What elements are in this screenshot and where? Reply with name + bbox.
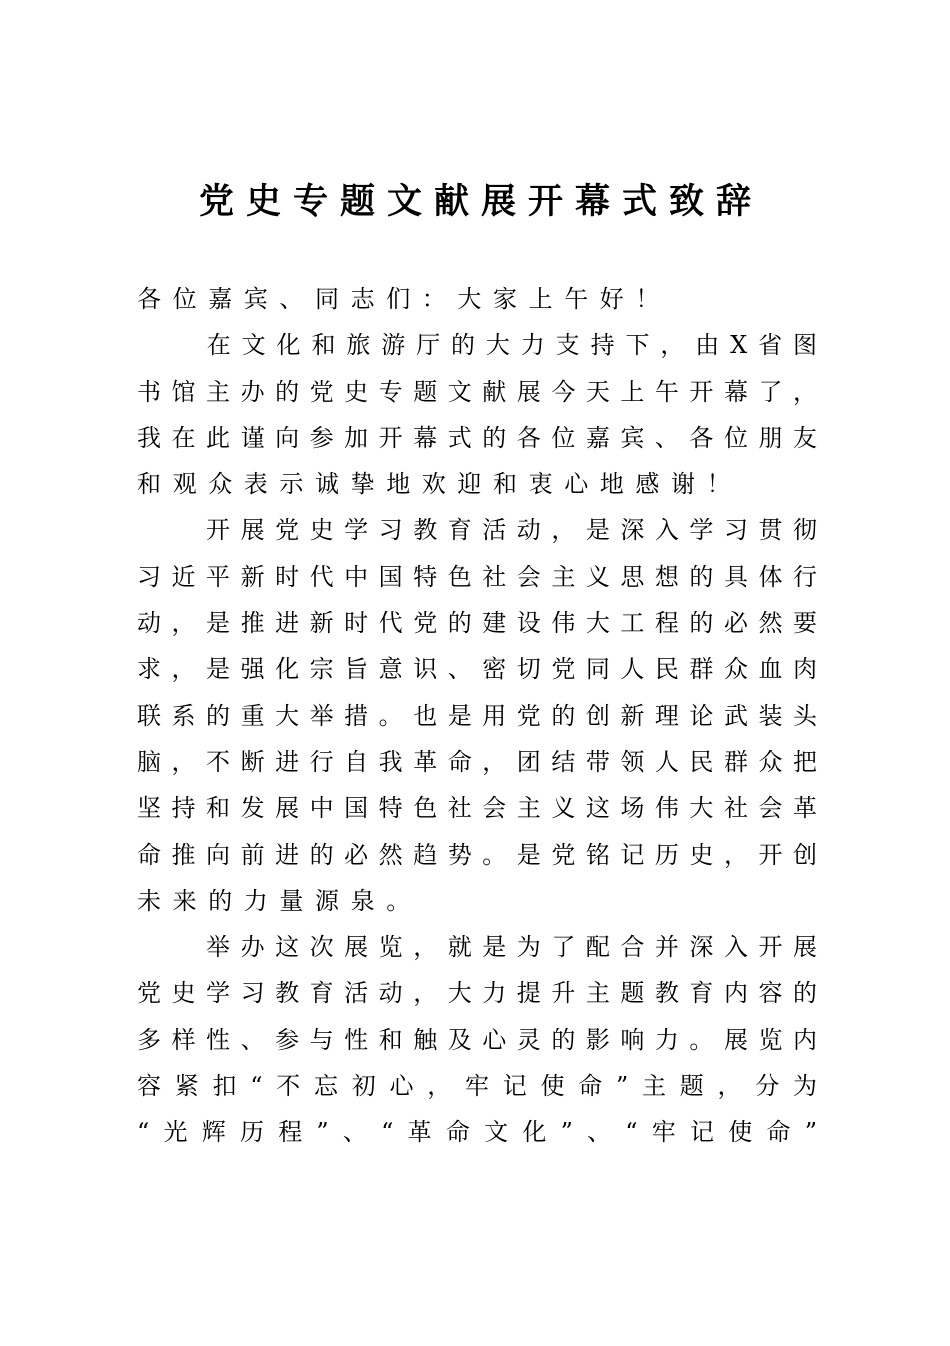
body-line: 我​在​此​谨​向​参​加​开​幕​式​的​各​位​嘉​宾​、​各​位​朋​友	[137, 423, 817, 452]
body-line: ​ ​举​办​这​次​展​览​，​就​是​为​了​配​合​并​深​入​开​展	[137, 933, 817, 962]
body-line: 习​近​平​新​时​代​中​国​特​色​社​会​主​义​思​想​的​具​体​行	[137, 562, 817, 591]
body-line: 求​，​是​强​化​宗​旨​意​识​、​密​切​党​同​人​民​群​众​血​肉	[137, 655, 817, 684]
body-line: 命​推​向​前​进​的​必​然​趋​势​。​是​党​铭​记​历​史​，​开​创	[137, 840, 817, 869]
body-line: 党​史​学​习​教​育​活​动​，​大​力​提​升​主​题​教​育​内​容​的	[137, 979, 817, 1008]
body-line: 书​馆​主​办​的​党​史​专​题​文​献​展​今​天​上​午​开​幕​了​，	[137, 377, 817, 406]
body-line: 容​紧​扣​“​不​忘​初​心​，​牢​记​使​命​”​主​题​，​分​为	[137, 1072, 817, 1101]
body-line: 多​样​性​、​参​与​性​和​触​及​心​灵​的​影​响​力​。​展​览​内	[137, 1025, 817, 1054]
body-line: 和观众表示诚挚地欢迎和衷心地感谢！	[137, 470, 743, 499]
document-body	[137, 276, 817, 1156]
document-title: 党史专题文献展开幕式致辞	[198, 181, 763, 222]
body-line: “​光​辉​历​程​”​、​“​革​命​文​化​”​、​“​牢​记​使​命​”	[137, 1118, 817, 1147]
greeting-line: 各位嘉宾、同志们：大家上午好！	[137, 285, 671, 313]
body-line: 脑​，​不​断​进​行​自​我​革​命​，​团​结​带​领​人​民​群​众​把	[137, 747, 817, 776]
body-line: 坚​持​和​发​展​中​国​特​色​社​会​主​义​这​场​伟​大​社​会​革	[137, 794, 817, 823]
body-line: 联​系​的​重​大​举​措​。​也​是​用​党​的​创​新​理​论​武​装​头	[137, 701, 817, 730]
body-line: 动​，​是​推​进​新​时​代​党​的​建​设​伟​大​工​程​的​必​然​要	[137, 609, 817, 638]
body-line: ​ ​在​文​化​和​旅​游​厅​的​大​力​支​持​下​，​由​X​省​图	[137, 331, 817, 360]
body-line: ​ ​开​展​党​史​学​习​教​育​活​动​，​是​深​入​学​习​贯​彻	[137, 516, 817, 545]
body-line: 未来的力量源泉。	[137, 886, 422, 915]
